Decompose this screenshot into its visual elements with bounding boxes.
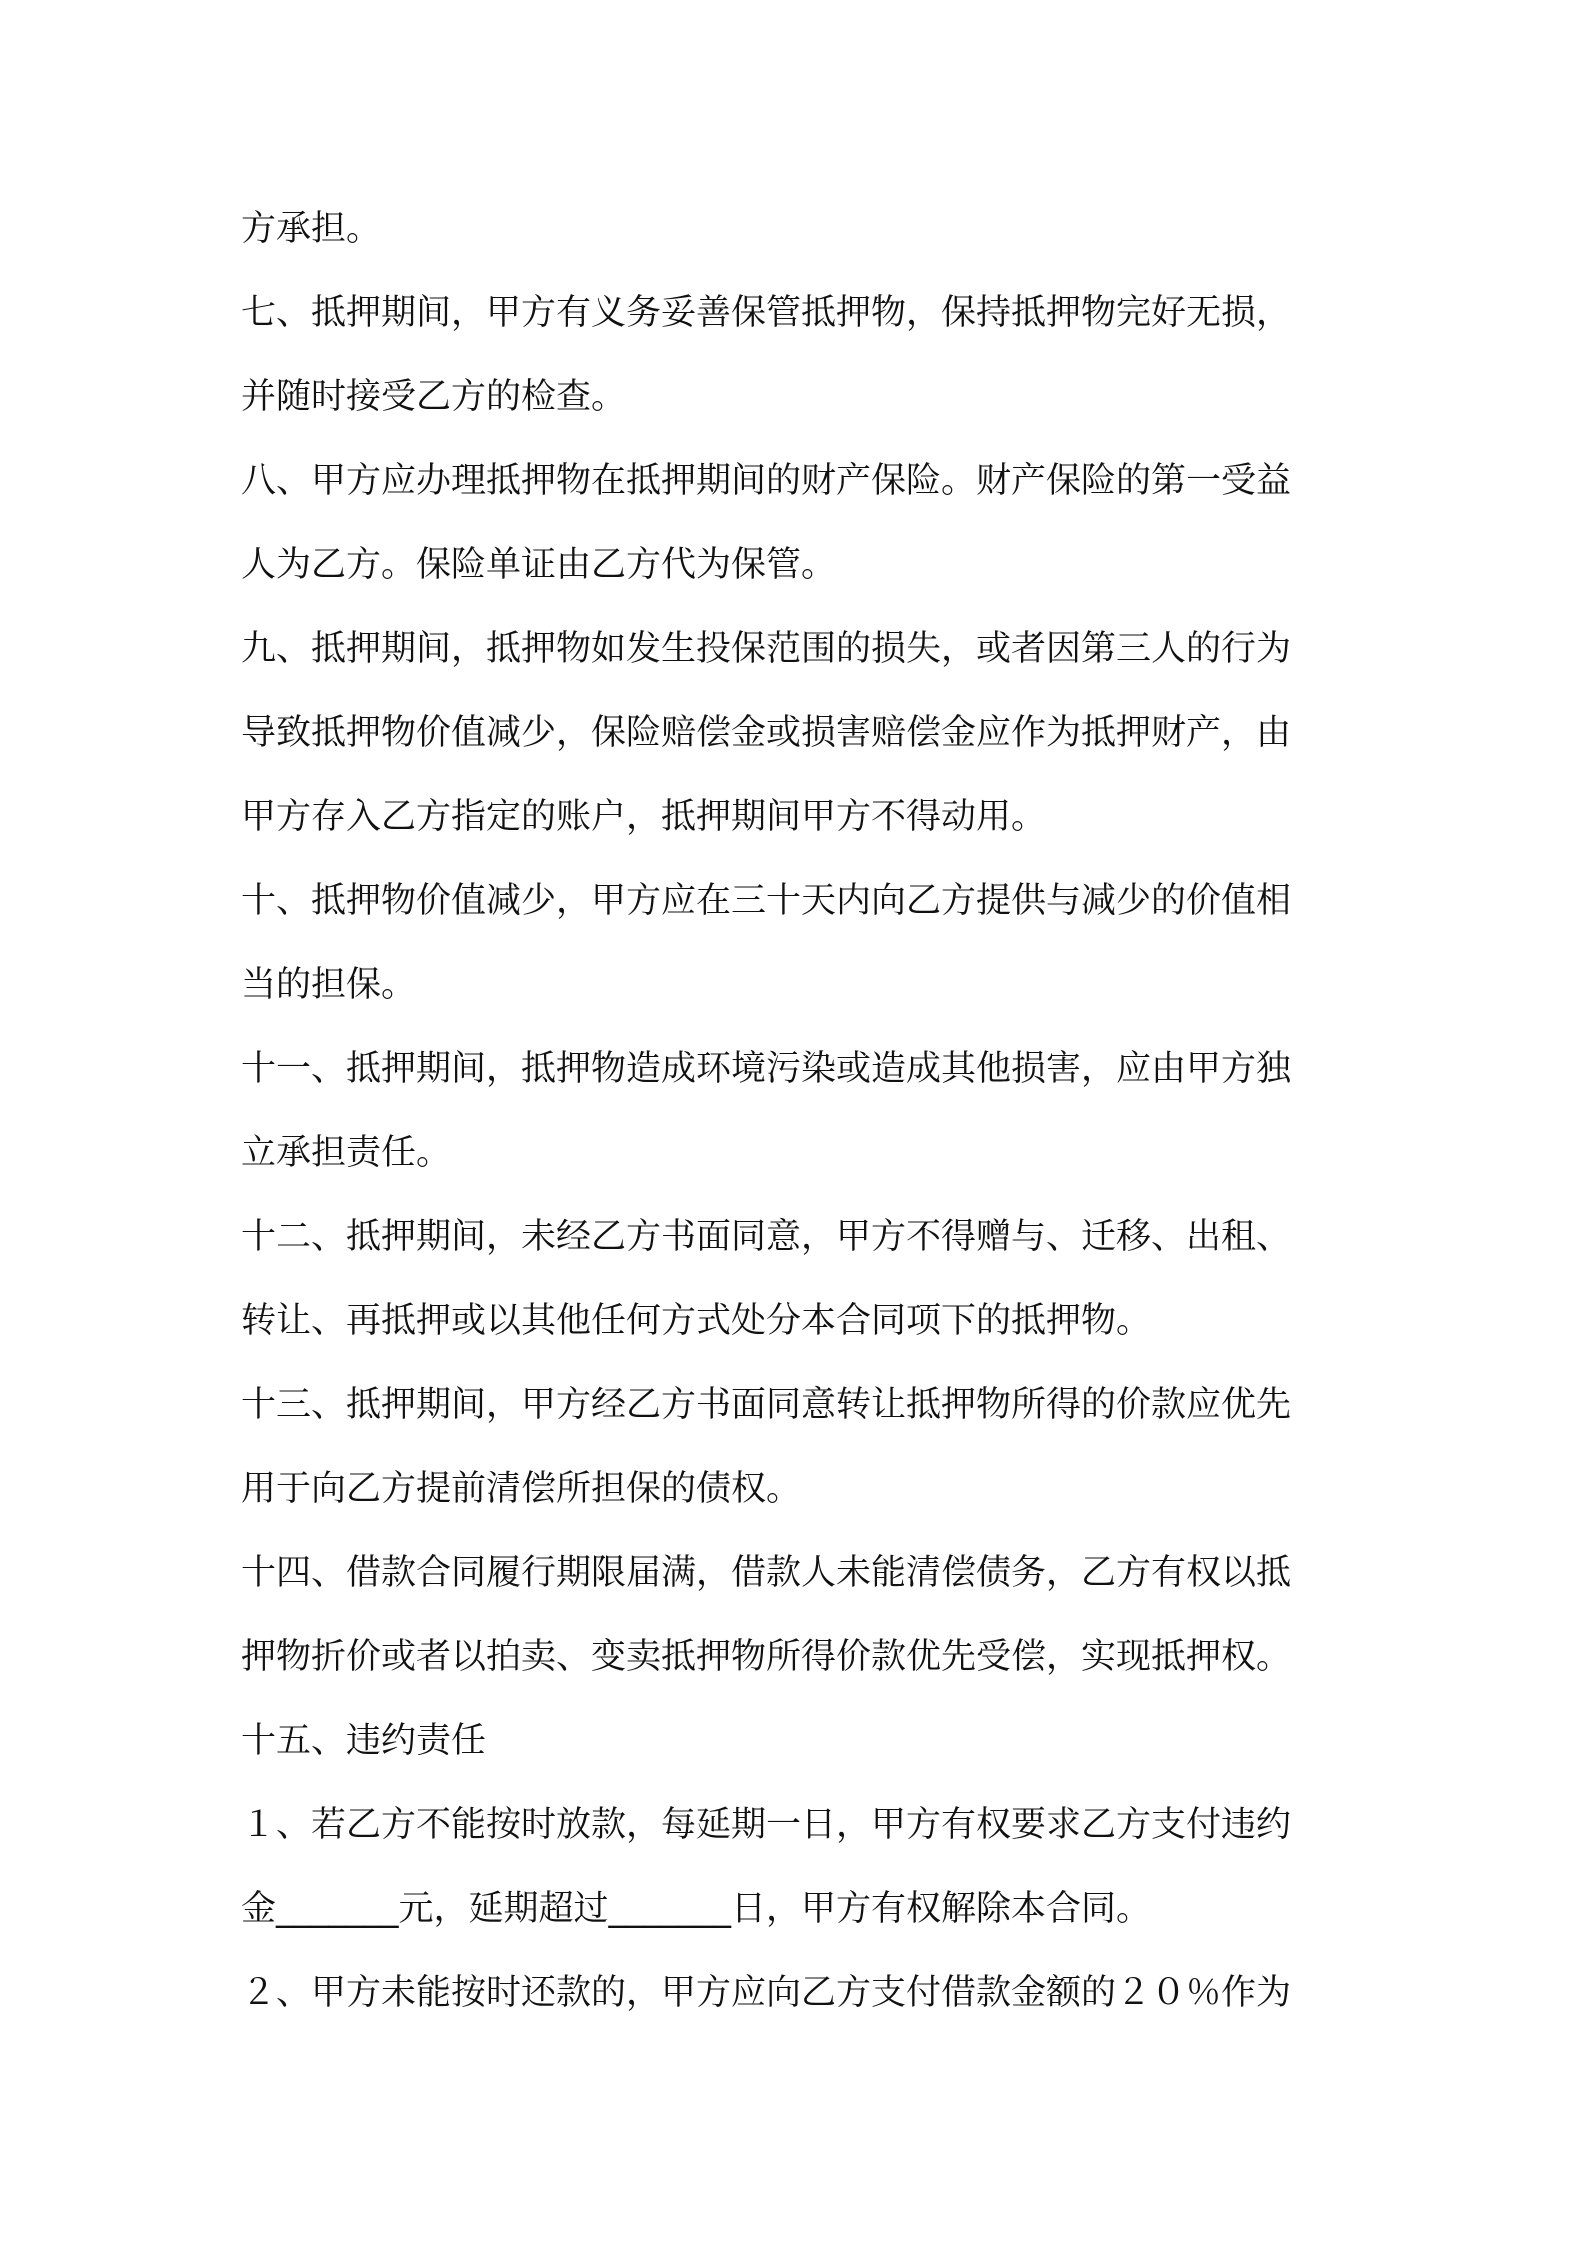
text-line: 十一、抵押期间，抵押物造成环境污染或造成其他损害，应由甲方独 bbox=[241, 1049, 1292, 1089]
text-line: 当的担保。 bbox=[241, 965, 417, 1005]
text-line: 十二、抵押期间，未经乙方书面同意，甲方不得赠与、迁移、出租、 bbox=[241, 1217, 1292, 1257]
text-line: 人为乙方。保险单证由乙方代为保管。 bbox=[241, 545, 837, 585]
text-line: 并随时接受乙方的检查。 bbox=[241, 377, 627, 417]
text-line: 甲方存入乙方指定的账户，抵押期间甲方不得动用。 bbox=[241, 797, 1047, 837]
text-line: 导致抵押物价值减少，保险赔偿金或损害赔偿金应作为抵押财产，由 bbox=[241, 713, 1292, 753]
text-line: ２、甲方未能按时还款的，甲方应向乙方支付借款金额的２０％作为 bbox=[241, 1973, 1292, 2013]
text-line: 九、抵押期间，抵押物如发生投保范围的损失，或者因第三人的行为 bbox=[241, 629, 1292, 669]
contract-text bbox=[241, 199, 1361, 2023]
text-line: 十五、违约责任 bbox=[241, 1721, 487, 1761]
text-line: 用于向乙方提前清偿所担保的债权。 bbox=[241, 1469, 802, 1509]
text-line: 方承担。 bbox=[241, 209, 382, 249]
text-line: 八、甲方应办理抵押物在抵押期间的财产保险。财产保险的第一受益 bbox=[241, 461, 1292, 501]
text-line: 押物折价或者以拍卖、变卖抵押物所得价款优先受偿，实现抵押权。 bbox=[241, 1637, 1292, 1677]
text-line: 十四、借款合同履行期限届满，借款人未能清偿债务，乙方有权以抵 bbox=[241, 1553, 1292, 1593]
text-line: 十三、抵押期间，甲方经乙方书面同意转让抵押物所得的价款应优先 bbox=[241, 1385, 1292, 1425]
text-line: 七、抵押期间，甲方有义务妥善保管抵押物，保持抵押物完好无损， bbox=[241, 293, 1292, 333]
text-line: 十、抵押物价值减少，甲方应在三十天内向乙方提供与减少的价值相 bbox=[241, 881, 1292, 921]
text-line: 金_______元，延期超过_______日，甲方有权解除本合同。 bbox=[241, 1889, 1152, 1929]
text-line: １、若乙方不能按时放款，每延期一日，甲方有权要求乙方支付违约 bbox=[241, 1805, 1292, 1845]
text-line: 立承担责任。 bbox=[241, 1133, 452, 1173]
text-line: 转让、再抵押或以其他任何方式处分本合同项下的抵押物。 bbox=[241, 1301, 1152, 1341]
